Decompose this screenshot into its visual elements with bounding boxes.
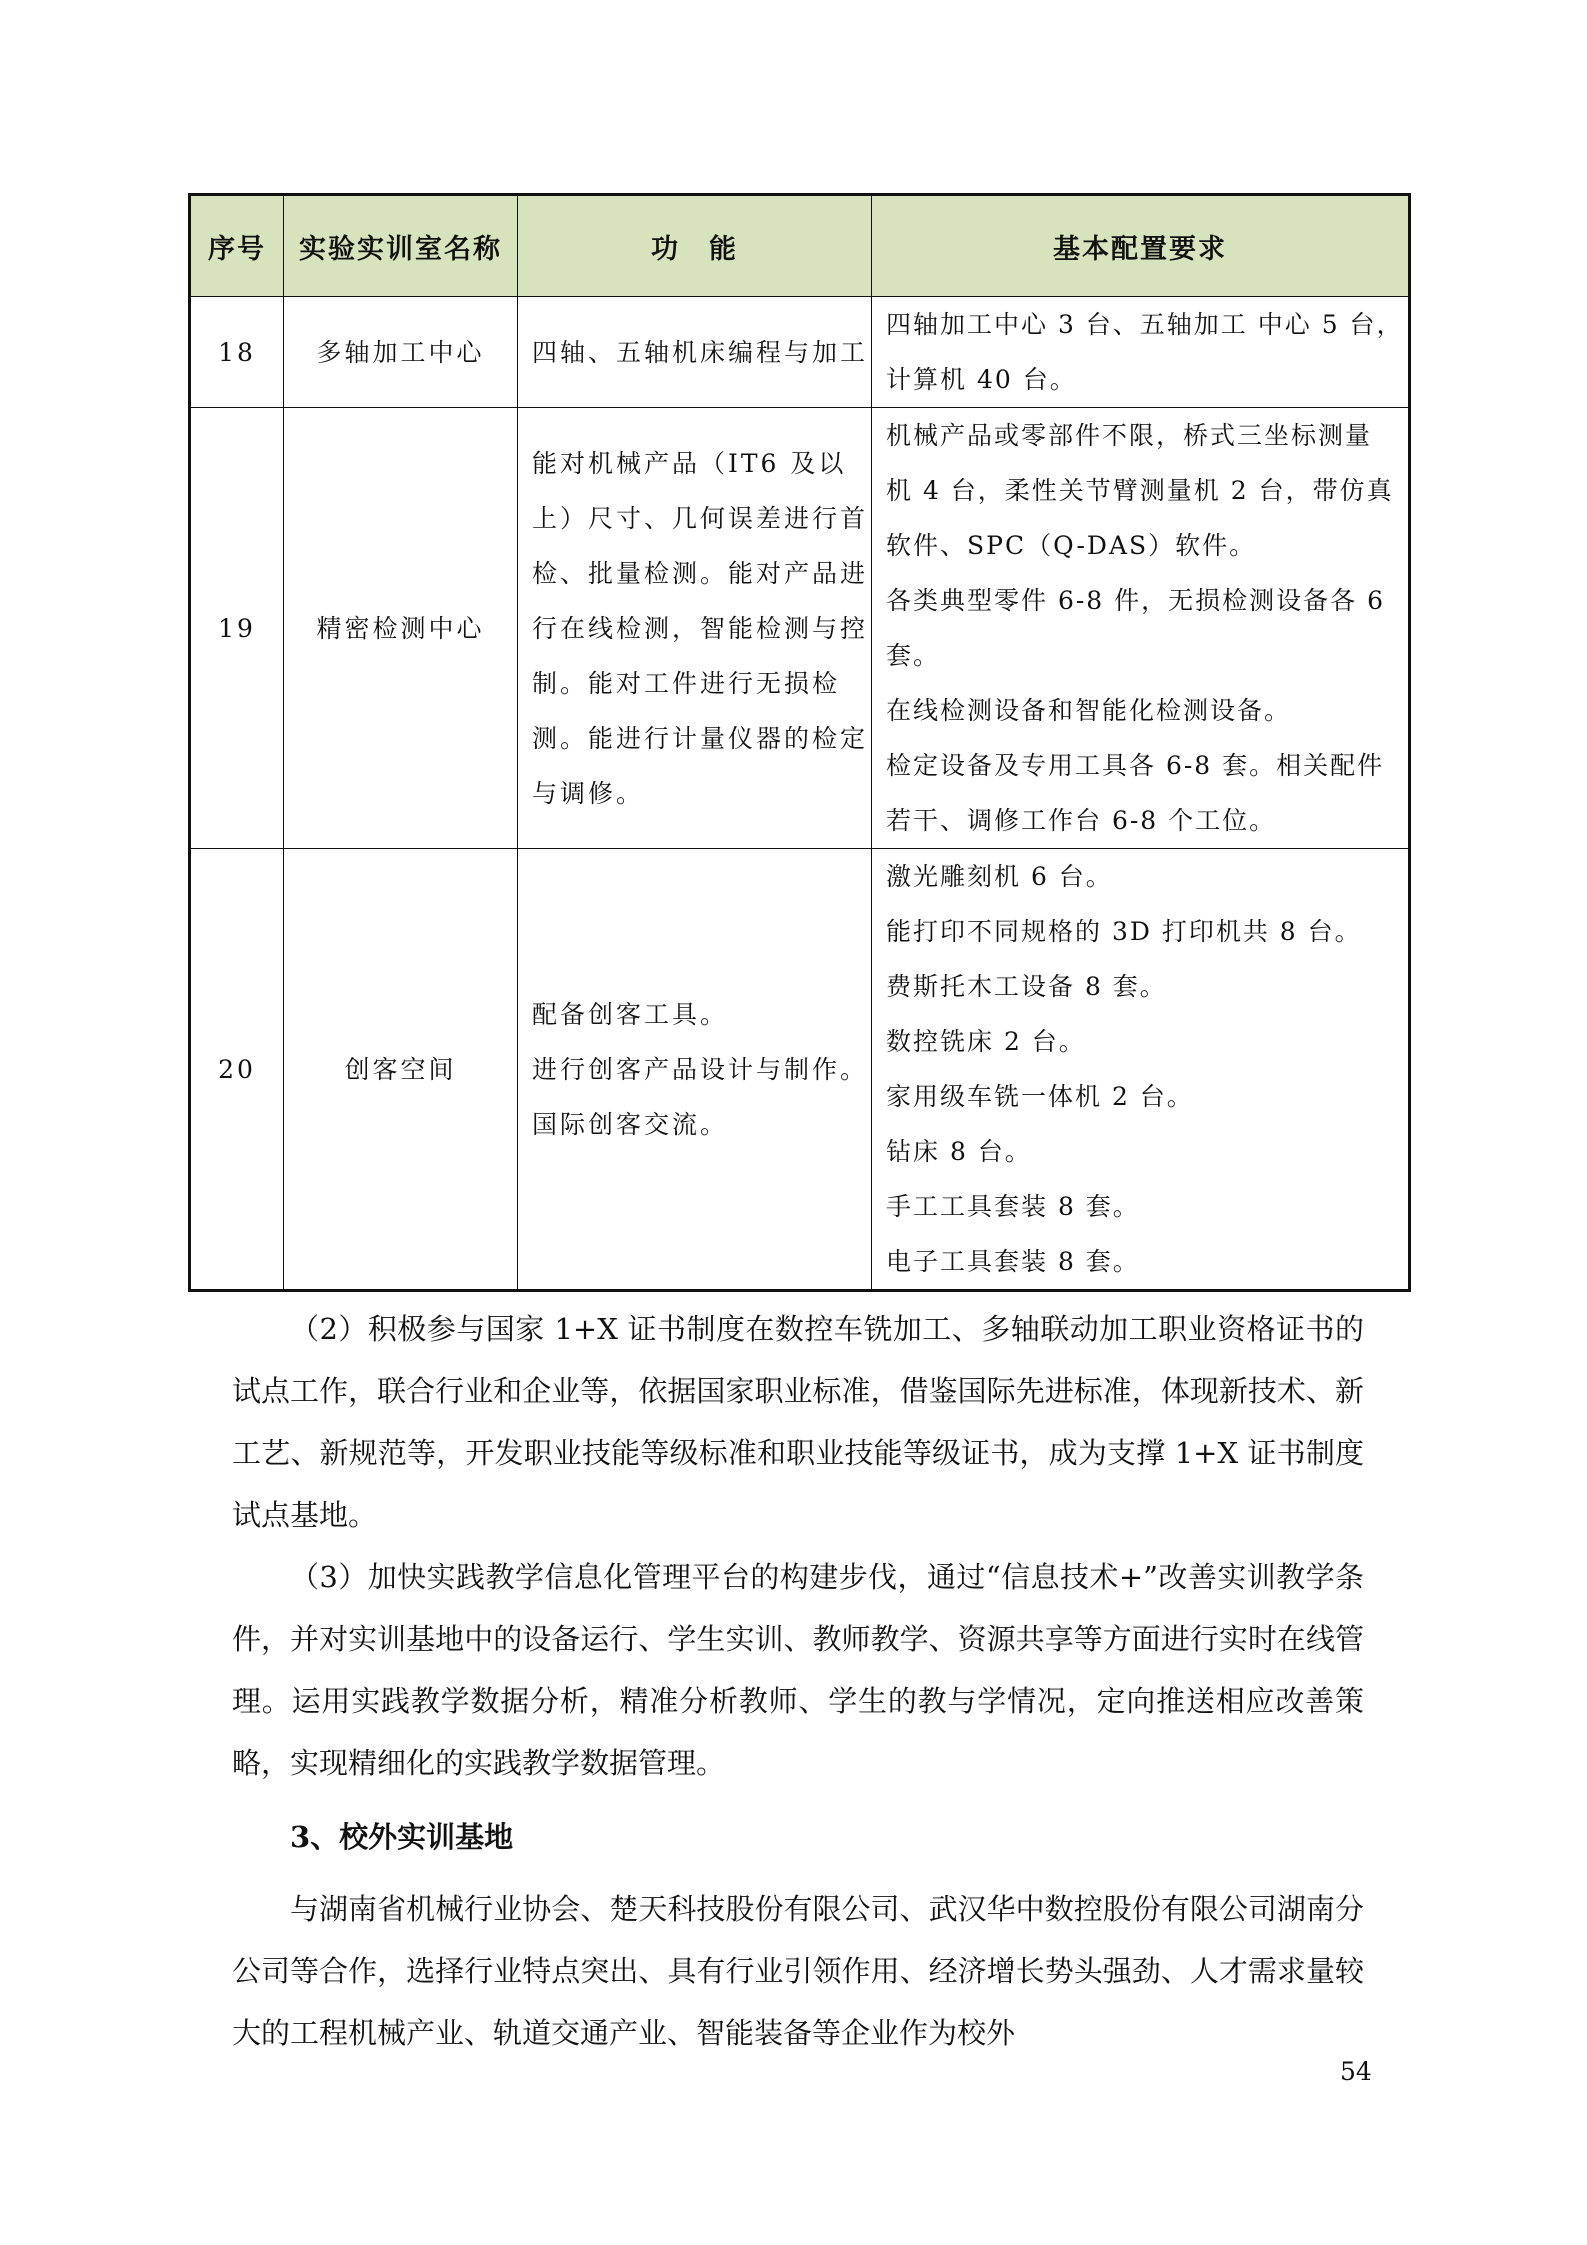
row-name: 精密检测中心 xyxy=(284,408,518,849)
row-function xyxy=(518,408,872,849)
row-num: 20 xyxy=(190,849,284,1291)
row-function xyxy=(518,297,872,408)
table-row xyxy=(190,849,1410,1291)
table-row xyxy=(190,297,1410,408)
table-header-row xyxy=(190,195,1410,297)
func-line: 检、批量检测。能对产品进 xyxy=(532,558,869,588)
cfg-line: 机 4 台，柔性关节臂测量机 2 台，带仿真 xyxy=(886,476,1394,505)
row-function xyxy=(518,849,872,1291)
cfg-line: 计算机 40 台。 xyxy=(886,365,1077,394)
cfg-line: 电子工具套装 8 套。 xyxy=(886,1247,1140,1276)
cfg-line: 检定设备及专用工具各 6-8 套。相关配件 xyxy=(886,751,1385,780)
cfg-line: 费斯托木工设备 8 套。 xyxy=(886,972,1167,1001)
paragraph-offcampus: 与湖南省机械行业协会、楚天科技股份有限公司、武汉华中数控股份有限公司湖南分公司等合作，选择行业特点突出、具有行业引领作用、经济增长势头强劲、人才需求量较大的工程机械产业、轨道交通产业、智能装备等企业作为校外 xyxy=(232,1892,1364,2050)
paragraph-group xyxy=(232,1878,1364,2064)
cfg-line: 若干、调修工作台 6-8 个工位。 xyxy=(886,806,1277,835)
func-line: 四轴、五轴机床编程与加工 xyxy=(532,337,869,367)
func-line: 行在线检测，智能检测与控 xyxy=(532,613,869,643)
func-line: 与调修。 xyxy=(532,778,645,808)
row-name: 多轴加工中心 xyxy=(284,297,518,408)
row-num: 18 xyxy=(190,297,284,408)
func-line: 进行创客产品设计与制作。 xyxy=(532,1054,869,1084)
cfg-line: 激光雕刻机 6 台。 xyxy=(886,862,1113,891)
cfg-line: 钻床 8 台。 xyxy=(886,1137,1032,1166)
cfg-line: 软件、SPC（Q-DAS）软件。 xyxy=(886,531,1257,560)
table-row xyxy=(190,408,1410,849)
func-line: 能对机械产品（IT6 及以 xyxy=(532,448,847,478)
func-line: 上）尺寸、几何误差进行首 xyxy=(532,503,869,533)
row-config xyxy=(872,408,1410,849)
header-num: 序号 xyxy=(190,195,284,297)
func-line: 测。能进行计量仪器的检定 xyxy=(532,723,869,753)
cfg-line: 数控铣床 2 台。 xyxy=(886,1027,1086,1056)
cfg-line: 手工工具套装 8 套。 xyxy=(886,1192,1140,1221)
section-title: 3、校外实训基地 xyxy=(290,1820,514,1854)
paragraph-certificate: （2）积极参与国家 1+X 证书制度在数控车铣加工、多轴联动加工职业资格证书的试点工作，联合行业和企业等，依据国家职业标准，借鉴国际先进标准，体现新技术、新工艺、新规范等，开发职业技能等级标准和职业技能等级证书，成为支撑 1+X 证书制度试点基地。 xyxy=(232,1312,1364,1532)
row-name: 创客空间 xyxy=(284,849,518,1291)
cfg-line: 在线检测设备和智能化检测设备。 xyxy=(886,696,1292,725)
row-config xyxy=(872,849,1410,1291)
func-line: 配备创客工具。 xyxy=(532,999,729,1029)
func-line: 国际创客交流。 xyxy=(532,1109,729,1139)
paragraph-group xyxy=(232,1298,1364,1794)
cfg-line: 四轴加工中心 3 台、五轴加工 中心 5 台， xyxy=(886,310,1404,339)
paragraph-informatization: （3）加快实践教学信息化管理平台的构建步伐，通过“信息技术+”改善实训教学条件，并对实训基地中的设备运行、学生实训、教师教学、资源共享等方面进行实时在线管理。运用实践教学数据分析，精准分析教师、学生的教与学情况，定向推送相应改善策略，实现精细化的实践教学数据管理。 xyxy=(232,1560,1364,1780)
row-num: 19 xyxy=(190,408,284,849)
cfg-line: 套。 xyxy=(886,641,941,670)
page-number: 54 xyxy=(1340,2057,1372,2086)
func-line: 制。能对工件进行无损检 xyxy=(532,668,841,698)
cfg-line: 机械产品或零部件不限，桥式三坐标测量 xyxy=(886,421,1373,450)
header-config: 基本配置要求 xyxy=(872,195,1410,297)
header-name: 实验实训室名称 xyxy=(284,195,518,297)
cfg-line: 能打印不同规格的 3D 打印机共 8 台。 xyxy=(886,917,1362,946)
row-config xyxy=(872,297,1410,408)
lab-table xyxy=(188,193,1411,1292)
cfg-line: 各类典型零件 6-8 件，无损检测设备各 6 xyxy=(886,586,1386,615)
cfg-line: 家用级车铣一体机 2 台。 xyxy=(886,1082,1194,1111)
header-function: 功 能 xyxy=(518,195,872,297)
